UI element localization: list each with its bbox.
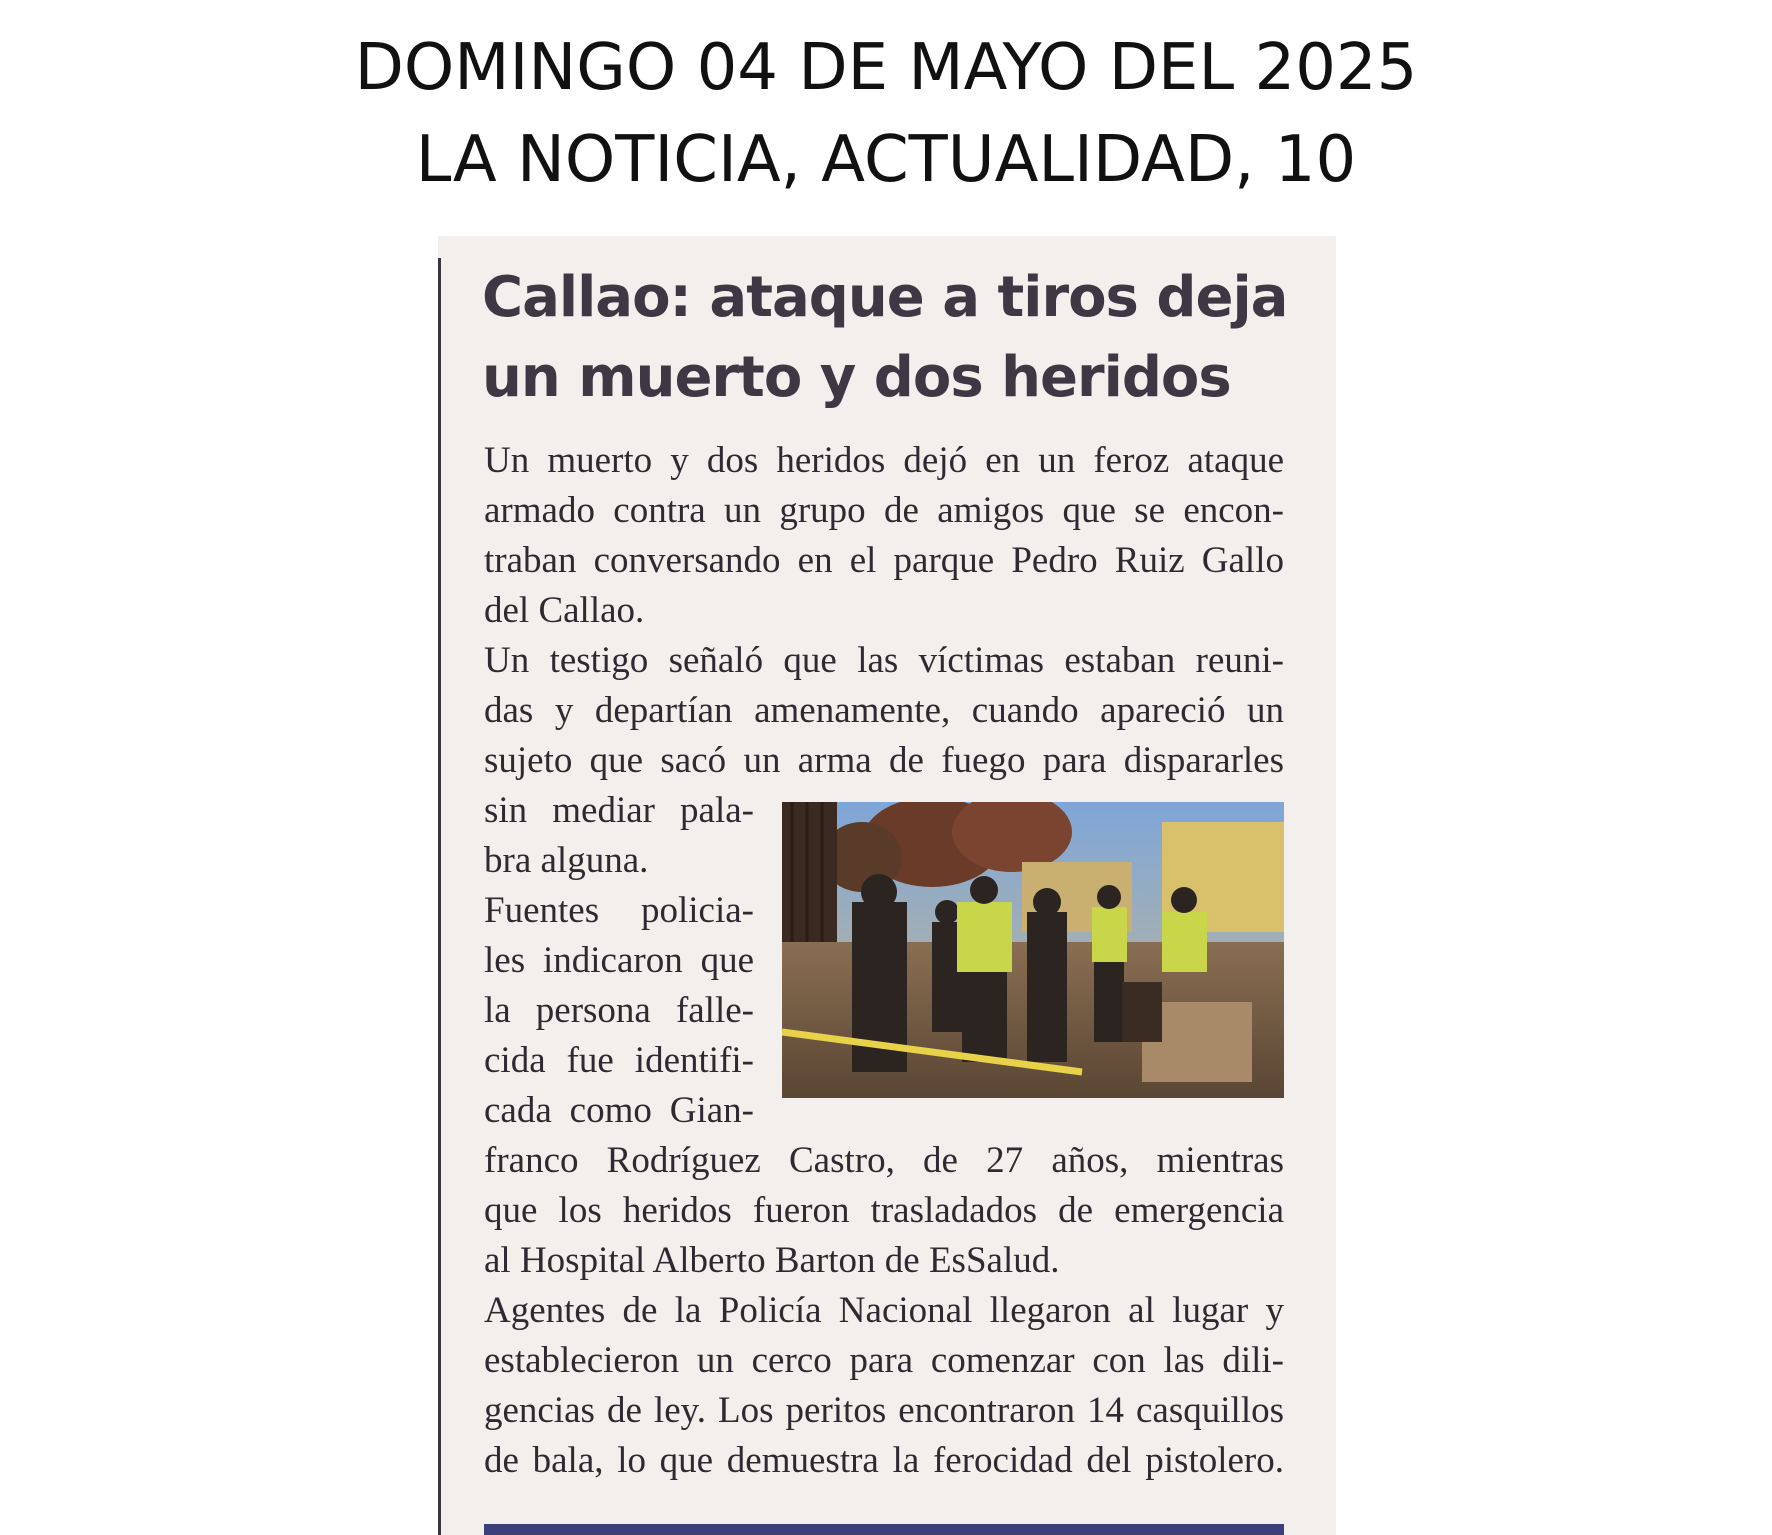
body-line: gencias de ley. Los peritos encontraron 14 casquillos (484, 1390, 1284, 1431)
article-body-bottom (484, 1136, 1284, 1486)
body-line: cida fue identifi- (484, 1040, 754, 1081)
body-line: la persona falle- (484, 990, 754, 1031)
body-line: cada como Gian- (484, 1090, 754, 1131)
newspaper-clipping (438, 236, 1336, 1535)
body-line: de bala, lo que demuestra la ferocidad del pistolero. (484, 1440, 1284, 1481)
body-line: bra alguna. (484, 840, 649, 881)
body-line: sujeto que sacó un arma de fuego para dispararles (484, 740, 1284, 781)
body-line: Un muerto y dos heridos dejó en un feroz ataque (484, 440, 1284, 481)
page-header (0, 22, 1772, 206)
source-line: LA NOTICIA, ACTUALIDAD, 10 (415, 123, 1357, 197)
body-line: al Hospital Alberto Barton de EsSalud. (484, 1240, 1060, 1281)
body-line: establecieron un cerco para comenzar con las dili- (484, 1340, 1284, 1381)
section-divider-bar (484, 1524, 1284, 1535)
body-line: armado contra un grupo de amigos que se encon- (484, 490, 1284, 531)
body-line: Fuentes policia- (484, 890, 754, 931)
body-line: sin mediar pala- (484, 790, 754, 831)
body-line: Agentes de la Policía Nacional llegaron al lugar y (484, 1290, 1284, 1331)
article-body-wrap (484, 786, 754, 1136)
article-body-top (484, 436, 1284, 786)
body-line: franco Rodríguez Castro, de 27 años, mientras (484, 1140, 1284, 1181)
body-line: del Callao. (484, 590, 645, 631)
headline-line: un muerto y dos heridos (482, 345, 1231, 410)
body-line: traban conversando en el parque Pedro Ruiz Gallo (484, 540, 1284, 581)
date-line: DOMINGO 04 DE MAYO DEL 2025 (354, 31, 1418, 105)
column-rule (438, 258, 441, 1535)
body-line: Un testigo señaló que las víctimas estaban reuni- (484, 640, 1284, 681)
body-line: das y departían amenamente, cuando apareció un (484, 690, 1284, 731)
article-headline (482, 258, 1322, 418)
headline-line: Callao: ataque a tiros deja (482, 265, 1288, 330)
body-line: que los heridos fueron trasladados de emergencia (484, 1190, 1284, 1231)
article-photo (782, 802, 1284, 1098)
body-line: les indicaron que (484, 940, 754, 981)
